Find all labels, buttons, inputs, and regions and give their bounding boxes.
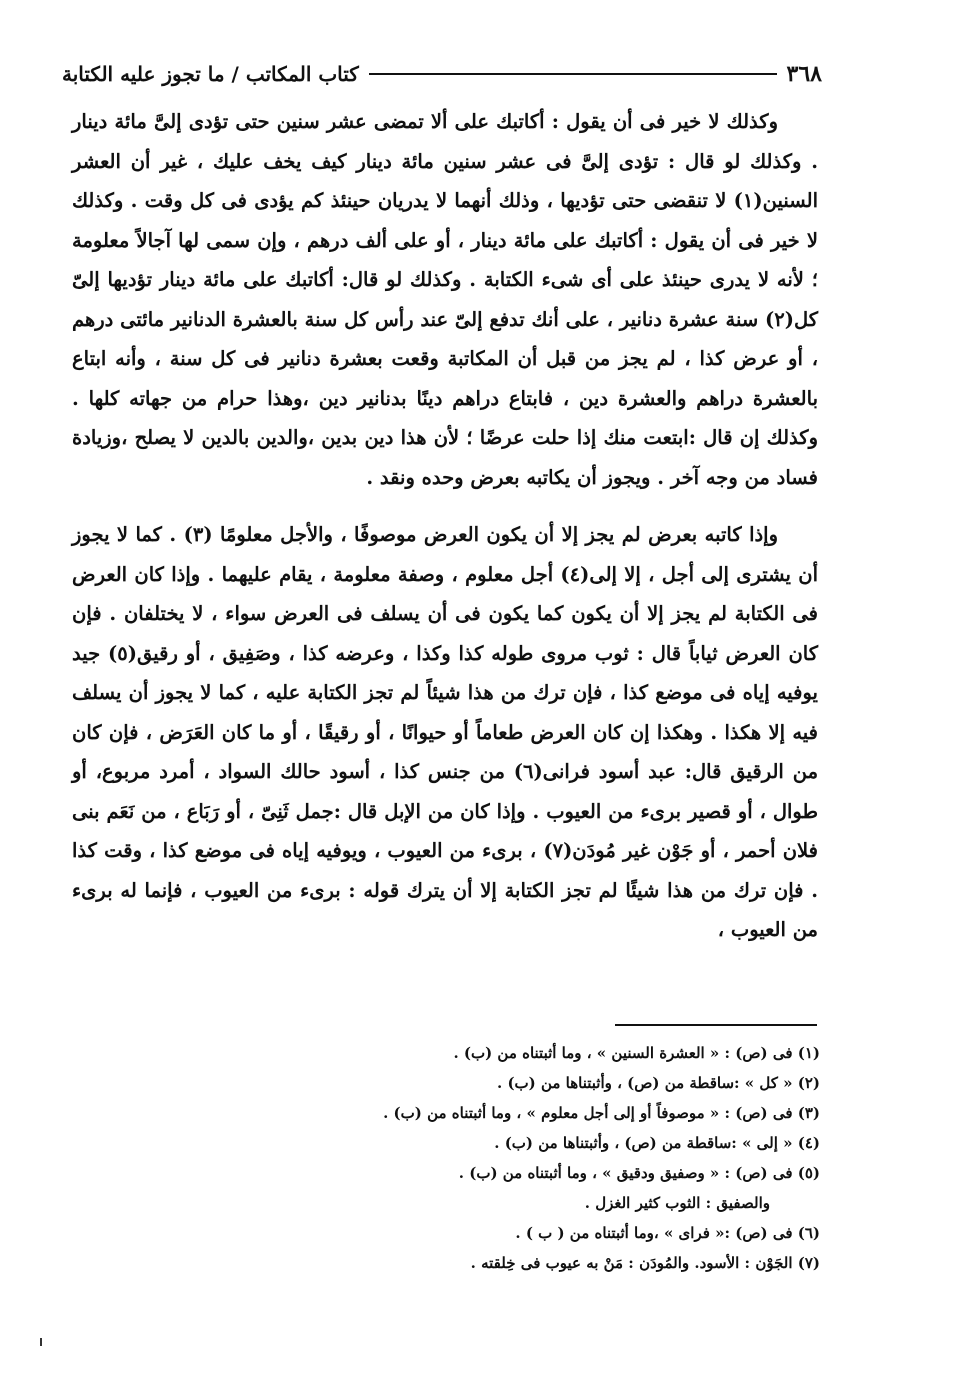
footnote: (٣) فى (ص) : « موصوفاً أو إلى أجل معلوم » ، وما أثبتناه من (ب) . [383, 1104, 820, 1122]
margin-mark [40, 1338, 42, 1346]
footnote: (٥) فى (ص) : « وصفيق ودقيق » ، وما أثبتناه من (ب) . [458, 1164, 820, 1182]
main-text [72, 102, 818, 950]
page-header [62, 56, 822, 92]
footnote: (٦) فى (ص) :« فراى » ،وما أثبتناه من ( ب ) . [515, 1224, 820, 1242]
footnote: (١) فى (ص) : « العشرة السنين » ، وما أثبتناه من (ب) . [453, 1044, 820, 1062]
paragraph: وكذلك لا خير فى أن يقول : أكاتبك على ألا تمضى عشر سنين حتى تؤدى إلىَّ مائة دينار . وكذلك لو قال : تؤدى إلىَّ فى عشر سنين مائة دينار كيف يخف عليك ، غير أن العشر السنين(١) لا تنقضى حتى تؤديها ، وذلك أنهما لا يدريان حينئذ كم يؤدى فى كل وقت . وكذلك لا خير فى أن يقول : أكاتبك على مائة دينار ، أو على ألف درهم ، وإن سمى لها آجالاً معلومة ؛ لأنه لا يدرى حينئذ على أى شىء الكتابة . وكذلك لو قال: أكاتبك على مائة دينار تؤديها إلىّ كل(٢) سنة عشرة دنانير ، على أنك تدفع إلىّ عند رأس كل سنة بالعشرة الدنانير مائتى درهم ، أو عرض كذا ، لم يجز من قبل أن المكاتبة وقعت بعشرة دنانير فى كل سنة ، وأنه ابتاع بالعشرة دراهم والعشرة دين ، فابتاع دراهم دينًا بدنانير دين ،وهذا حرام من جهاته كلها . وكذلك إن قال :ابتعت منك إذا حلت عرضًا ؛ لأن هذا دين بدين ،والدين بالدين لا يصلح ،وزيادة فساد من وجه آخر . ويجوز أن يكاتبه بعرض وحده ونقد . [72, 110, 818, 489]
paragraph: وإذا كاتبه بعرض لم يجز إلا أن يكون العرض موصوفًا ، والأجل معلومًا (٣) . كما لا يجوز أن يشترى إلى أجل ، إلا إلى(٤) أجل معلوم ، وصفة معلومة ، يقام عليهما . وإذا كان العرض فى الكتابة لم يجز إلا أن يكون كما يكون فى أن يسلف فى العرض سواء ، لا يختلفان . فإن كان العرض ثياباً قال : ثوب مروى طوله كذا وكذا ، وعرضه كذا ، وصَفِيق ، أو رقيق(٥) جيد يوفيه إياه فى موضع كذا ، فإن ترك من هذا شيئاً لم تجز الكتابة عليه ، كما لا يجوز أن يسلف فيه إلا هكذا . وهكذا إن كان العرض طعاماً أو حيوانًا ، أو رقيقًا ، أو ما كان العَرَض ، فإن كان من الرقيق قال: عبد أسود فرانى(٦) من جنس كذا ، أسود حالك السواد ، أمرد مربوع، أو طوال ، أو قصير برىء من العيوب . وإذا كان من الإبل قال :جمل ثَنِىّ ، أو رَبَاع ، من نَعَم بنى فلان أحمر ، أو جَوْن غير مُودَن(٧) ، برىء من العيوب ، ويوفيه إياه فى موضع كذا ، وقت كذا . فإن ترك من هذا شيئًا لم تجز الكتابة إلا أن يترك قوله : برىء من العيوب ، فإنما له برىء من العيوب ، [72, 523, 819, 941]
footnotes [120, 1038, 820, 1278]
footnote: (٤) « إلى » :ساقطة من (ص) ، وأثبتناها من (ب) . [494, 1134, 820, 1152]
page-number: ٣٦٨ [786, 61, 822, 87]
running-title: كتاب المكاتب / ما تجوز عليه الكتابة [62, 62, 359, 86]
footnote-continuation: والصفيق : الثوب كثير الغزل . [584, 1194, 770, 1212]
footnote: (٧) الجَوْن : الأسود. والمُودَن : مَنْ به عيوب فى خِلقته . [470, 1254, 820, 1272]
footnote: (٢) « كل » :ساقطة من (ص) ، وأثبتناها من (ب) . [497, 1074, 820, 1092]
footnote-separator [615, 1024, 817, 1026]
header-rule [369, 73, 777, 75]
